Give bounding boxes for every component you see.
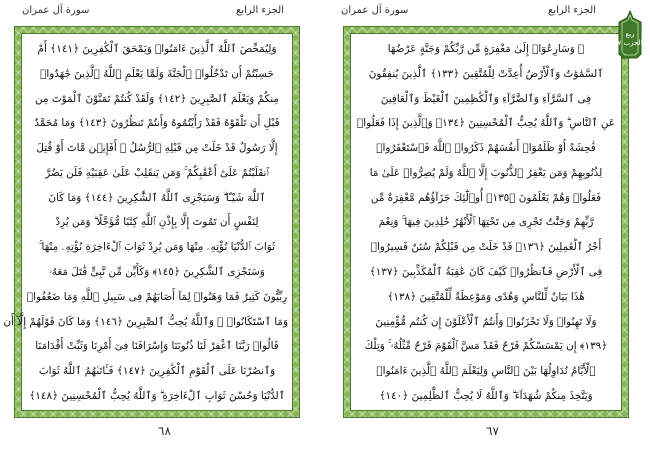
verse-line: ٱلدُّنْيَا وَحُسْنَ ثَوَابِ ٱلْءَاخِرَةِ ۗ وَٱللَّهُ يُحِبُّ ٱلْمُحْسِنِينَ ﴿١٤٨﴾: [29, 389, 285, 402]
right-page-header-left: سورة آل عمران: [341, 5, 409, 16]
verse-line: ٱلسَّمَٰوَٰتُ وَٱلْأَرْضُ أُعِدَّتْ لِلْمُتَّقِينَ ﴿١٣٣﴾ ٱلَّذِينَ يُنفِقُونَ: [368, 67, 604, 80]
right-page-header-right: الجزء الرابع: [548, 5, 596, 16]
verse-line: وَلِيُمَحِّصَ ٱللَّهُ ٱلَّذِينَ ءَامَنُوا۟ وَيَمْحَقَ ٱلْكَٰفِرِينَ ﴿١٤١﴾ أَمْ: [37, 43, 277, 55]
left-page-text-area: [3, 33, 293, 411]
right-page-lines: [351, 38, 621, 407]
verse-line: وَٱنصُرْنَا عَلَى ٱلْقَوْمِ ٱلْكَٰفِرِينَ ﴿١٤٧﴾ فَـَٔاتَىٰهُمُ ٱللَّهُ ثَوَابَ: [38, 365, 276, 378]
verse-line: أَجْرُ ٱلْعَٰمِلِينَ ﴿١٣٦﴾ قَدْ خَلَتْ مِن قَبْلِكُمْ سُنَنٌ فَسِيرُوا۟: [370, 241, 602, 254]
left-page-frame: [3, 26, 300, 418]
left-page-number: ٦٨: [158, 424, 171, 438]
right-page-text-area: [350, 33, 622, 411]
verse-line: وَمَا ٱسْتَكَانُوا۟ ۗ وَٱللَّهُ يُحِبُّ ٱلصَّٰبِرِينَ ﴿١٤٦﴾ وَمَا كَانَ قَوْلَهُمْ إِلَّآ أَن: [3, 315, 288, 328]
verse-line: ثَوَابَ ٱلدُّنْيَا نُؤْتِهِۦ مِنْهَا وَمَن يُرِدْ ثَوَابَ ٱلْءَاخِرَةِ نُؤْتِهِۦ مِنْهَا ۚ: [38, 241, 276, 254]
verse-line: رَّبِّهِمْ وَجَنَّٰتٌ تَجْرِى مِن تَحْتِهَا ٱلْأَنْهَٰرُ خَٰلِدِينَ فِيهَا ۚ وَنِعْمَ: [378, 216, 594, 229]
verse-line: فِى ٱلْأَرْضِ فَٱنظُرُوا۟ كَيْفَ كَانَ عَٰقِبَةُ ٱلْمُكَذِّبِينَ ﴿١٣٧﴾: [369, 266, 603, 279]
verse-line: إِلَّا رَسُولٌ قَدْ خَلَتْ مِن قَبْلِهِ ٱلرُّسُلُ ۚ أَفَإِي۟ن مَّاتَ أَوْ قُتِلَ: [36, 142, 278, 155]
verse-line: فِى ٱلسَّرَّآءِ وَٱلضَّرَّآءِ وَٱلْكَٰظِمِينَ ٱلْغَيْظَ وَٱلْعَافِينَ: [380, 92, 592, 105]
verse-line: وَيَتَّخِذَ مِنكُمْ شُهَدَآءَ ۗ وَٱللَّهُ لَا يُحِبُّ ٱلظَّٰلِمِينَ ﴿١٤٠﴾: [379, 389, 593, 402]
verse-line: وَلَا تَهِنُوا۟ وَلَا تَحْزَنُوا۟ وَأَنتُمُ ٱلْأَعْلَوْنَ إِن كُنتُم مُّؤْمِنِينَ: [375, 315, 597, 328]
verse-line: وَسَنَجْزِى ٱلشَّٰكِرِينَ ﴿١٤٥﴾ وَكَأَيِّن مِّن نَّبِىٍّ قَٰتَلَ مَعَهُۥ: [49, 266, 265, 279]
verse-line: ٱلْأَيَّامُ نُدَاوِلُهَا بَيْنَ ٱلنَّاسِ وَلِيَعْلَمَ ٱللَّهُ ٱلَّذِينَ ءَامَنُوا۟: [376, 365, 596, 378]
verse-line: ٱنقَلَبْتُمْ عَلَىٰٓ أَعْقَٰبِكُمْ ۚ وَمَن يَنقَلِبْ عَلَىٰ عَقِبَيْهِ فَلَن يَضُرَّ: [45, 166, 269, 179]
left-page-header-left: سورة آل عمران: [22, 5, 90, 16]
verse-line: رِبِّيُّونَ كَثِيرٌ فَمَا وَهَنُوا۟ لِمَآ أَصَابَهُمْ فِى سَبِيلِ ٱللَّهِ وَمَا ضَعُفُوا۟: [26, 290, 288, 303]
verse-line: ﴿١٣٩﴾ إِن يَمْسَسْكُمْ قَرْحٌ فَقَدْ مَسَّ ٱلْقَوْمَ قَرْحٌ مِّثْلُهُۥ ۚ وَتِلْكَ: [364, 340, 608, 353]
rub-hizb-marker-label: ربع الحزب ٧: [617, 30, 643, 47]
verse-line: لِنَفْسٍ أَن تَمُوتَ إِلَّا بِإِذْنِ ٱللَّهِ كِتَٰبًا مُّؤَجَّلًا ۗ وَمَن يُرِدْ: [55, 216, 259, 229]
right-page-number: ٦٧: [486, 424, 499, 438]
verse-line: فَٰحِشَةً أَوْ ظَلَمُوٓا۟ أَنفُسَهُمْ ذَكَرُوا۟ ٱللَّهَ فَٱسْتَغْفَرُوا۟: [376, 142, 596, 155]
left-page-lines: [3, 38, 292, 407]
left-page-header-right: الجزء الرابع: [236, 5, 284, 16]
verse-line: ۞ وَسَارِعُوٓا۟ إِلَىٰ مَغْفِرَةٍ مِّن رَّبِّكُمْ وَجَنَّةٍ عَرْضُهَا: [387, 43, 585, 55]
verse-line: لِذُنُوبِهِمْ وَمَن يَغْفِرُ ٱلذُّنُوبَ إِلَّا ٱللَّهُ وَلَمْ يُصِرُّوا۟ عَلَىٰ مَا: [369, 166, 603, 179]
verse-line: عَنِ ٱلنَّاسِ ۗ وَٱللَّهُ يُحِبُّ ٱلْمُحْسِنِينَ ﴿١٣٤﴾ وَٱلَّذِينَ إِذَا فَعَلُوا۟: [357, 117, 615, 130]
verse-line: ٱللَّهَ شَيْـًٔا ۗ وَسَيَجْزِى ٱللَّهُ ٱلشَّٰكِرِينَ ﴿١٤٤﴾ وَمَا كَانَ: [48, 191, 266, 204]
verse-line: حَسِبْتُمْ أَن تَدْخُلُوا۟ ٱلْجَنَّةَ وَلَمَّا يَعْلَمِ ٱللَّهُ ٱلَّذِينَ جَٰهَدُوا۟: [40, 67, 274, 80]
verse-line: هَٰذَا بَيَانٌ لِّلنَّاسِ وَهُدًى وَمَوْعِظَةٌ لِّلْمُتَّقِينَ ﴿١٣٨﴾: [387, 290, 585, 303]
right-page-frame: [343, 26, 629, 418]
verse-line: فَعَلُوا۟ وَهُمْ يَعْلَمُونَ ﴿١٣٥﴾ أُو۟لَٰٓئِكَ جَزَآؤُهُم مَّغْفِرَةٌ مِّن: [370, 191, 602, 204]
verse-line: مِنكُمْ وَيَعْلَمَ ٱلصَّٰبِرِينَ ﴿١٤٢﴾ وَلَقَدْ كُنتُمْ تَمَنَّوْنَ ٱلْمَوْتَ مِن: [35, 92, 279, 105]
verse-line: قَالُوا۟ رَبَّنَا ٱغْفِرْ لَنَا ذُنُوبَنَا وَإِسْرَافَنَا فِىٓ أَمْرِنَا وَثَبِّتْ أَقْدَامَنَا: [35, 340, 279, 353]
verse-line: قَبْلِ أَن تَلْقَوْهُ فَقَدْ رَأَيْتُمُوهُ وَأَنتُمْ تَنظُرُونَ ﴿١٤٣﴾ وَمَا مُحَمَّدٌ: [34, 117, 280, 130]
